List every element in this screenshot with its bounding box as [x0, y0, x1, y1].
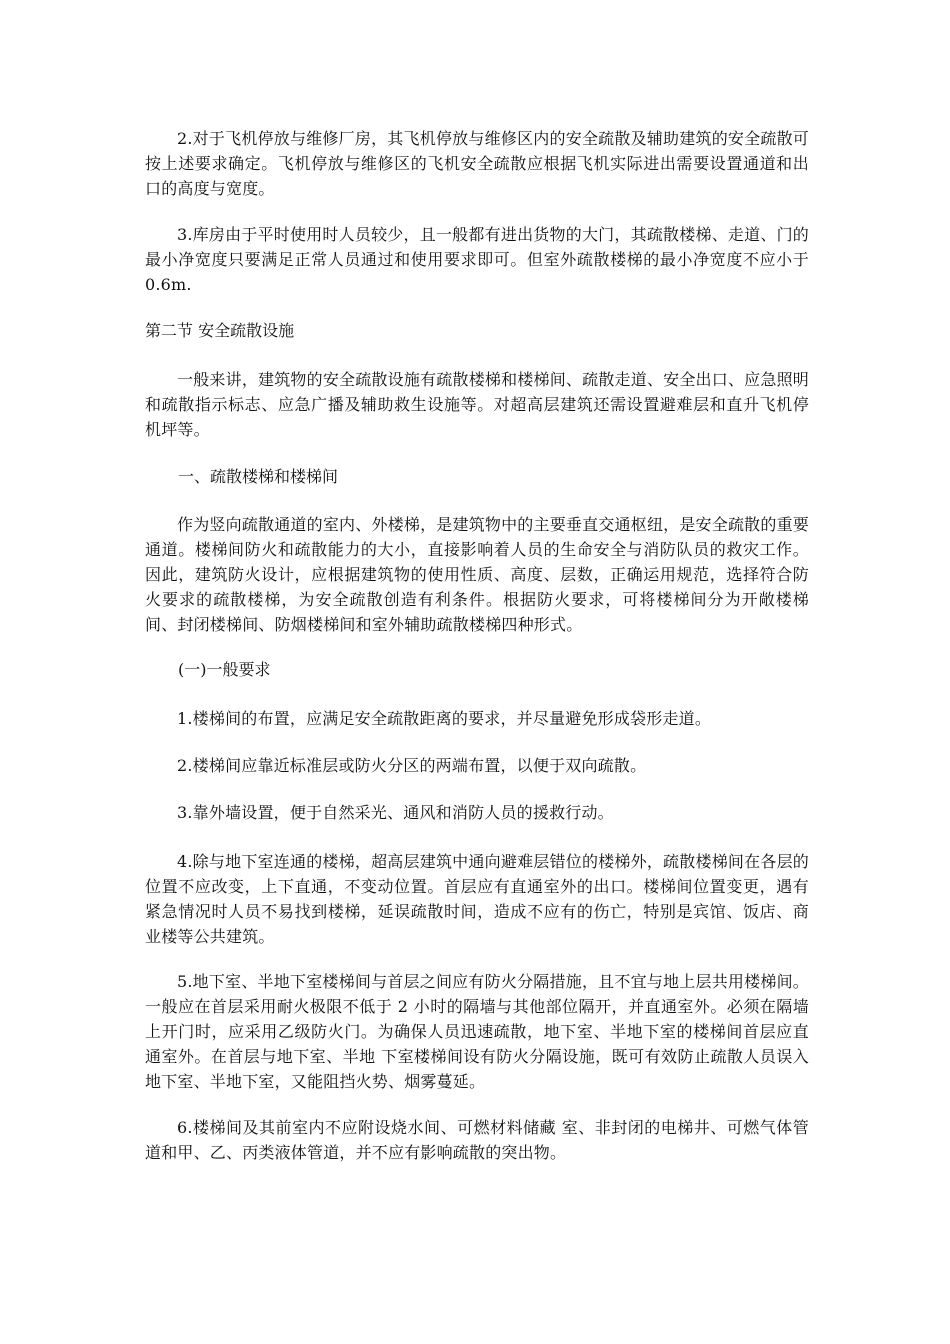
requirement-item-6: 6.楼梯间及其前室内不应附设烧水间、可燃材料储藏 室、非封闭的电梯井、可燃气体管道和甲、乙、丙类液体管道，并不应有影响疏散的突出物。: [145, 1118, 809, 1162]
requirement-item-2: 2.楼梯间应靠近标准层或防火分区的两端布置，以便于双向疏散。: [177, 756, 647, 775]
paragraph-evacuation-facilities: 一般来讲，建筑物的安全疏散设施有疏散楼梯和楼梯间、疏散走道、安全出口、应急照明和疏散指示标志、应急广播及辅助救生设施等。对超高层建筑还需设置避难层和直升飞机停机坪等。: [145, 370, 809, 439]
requirement-item-5: 5.地下室、半地下室楼梯间与首层之间应有防火分隔措施，且不宜与地上层共用楼梯间。一般应在首层采用耐火极限不低于 2 小时的隔墙与其他部位隔开，并直通室外。必须在隔墙上开门时，应采用乙级防火门。为确保人员迅速疏散，地下室、半地下室的楼梯间首层应直通室外。在首层与地下室、半地 下室楼梯间设有防火分隔设施，既可有效防止疏散人员误入地下室、半地下室，又能阻挡火势、烟雾蔓延。: [145, 972, 809, 1091]
section-heading: 第二节 安全疏散设施: [145, 321, 295, 340]
paragraph-staircase-intro: 作为竖向疏散通道的室内、外楼梯，是建筑物中的主要垂直交通枢纽，是安全疏散的重要通道。楼梯间防火和疏散能力的大小，直接影响着人员的生命安全与消防队员的救灾工作。因此，建筑防火设计，应根据建筑物的使用性质、高度、层数，正确运用规范，选择符合防火要求的疏散楼梯，为安全疏散创造有利条件。根据防火要求，可将楼梯间分为开敞楼梯间、封闭楼梯间、防烟楼梯间和室外辅助疏散楼梯四种形式。: [145, 515, 809, 634]
requirement-item-1: 1.楼梯间的布置，应满足安全疏散距离的要求，并尽量避免形成袋形走道。: [177, 709, 712, 728]
requirement-item-4: 4.除与地下室连通的楼梯，超高层建筑中通向避难层错位的楼梯外，疏散楼梯间在各层的位置不应改变，上下直通，不变动位置。首层应有直通室外的出口。楼梯间位置变更，遇有紧急情况时人员不易找到楼梯，延误疏散时间，造成不应有的伤亡，特别是宾馆、饭店、商业楼等公共建筑。: [145, 852, 809, 946]
paragraph-warehouse: 3.库房由于平时使用时人员较少，且一般都有进出货物的大门，其疏散楼梯、走道、门的最小净宽度只要满足正常人员通过和使用要求即可。但室外疏散楼梯的最小净宽度不应小于 0.6m.: [145, 225, 815, 294]
paragraph-aircraft-hangar: 2.对于飞机停放与维修厂房，其飞机停放与维修区内的安全疏散及辅助建筑的安全疏散可按上述要求确定。飞机停放与维修区的飞机安全疏散应根据飞机实际进出需要设置通道和出口的高度与宽度。: [145, 129, 809, 198]
requirements-heading: (一)一般要求: [178, 660, 271, 679]
subsection-heading: 一、疏散楼梯和楼梯间: [178, 467, 339, 486]
requirement-item-3: 3.靠外墙设置，便于自然采光、通风和消防人员的援救行动。: [177, 803, 614, 822]
